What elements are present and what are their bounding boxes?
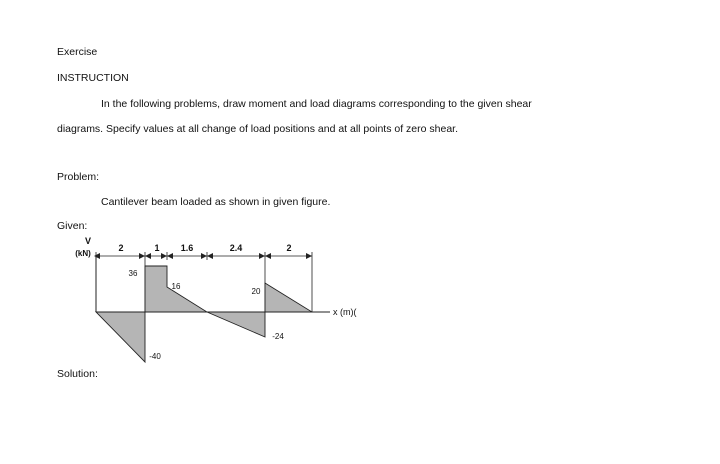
x-axis-label: x (m)(: [333, 307, 357, 317]
segment-length-5: 2: [286, 243, 292, 253]
v-axis-label: V: [84, 236, 92, 246]
value-label-36: 36: [128, 269, 138, 278]
instruction-label: INSTRUCTION: [57, 72, 129, 84]
segment-length-2: 1: [154, 243, 160, 253]
v-axis-unit: (kN): [75, 249, 91, 258]
value-label-16: 16: [171, 282, 181, 291]
problem-text: Cantilever beam loaded as shown in given figure.: [101, 196, 331, 208]
value-label-neg24: -24: [272, 332, 284, 341]
segment-length-4: 2.4: [229, 243, 243, 253]
solution-label: Solution:: [57, 368, 98, 380]
segment-length-1: 2: [118, 243, 124, 253]
problem-label: Problem:: [57, 171, 100, 183]
exercise-heading: Exercise: [57, 46, 98, 58]
value-label-neg40: -40: [149, 352, 161, 361]
segment-length-3: 1.6: [180, 243, 194, 253]
instruction-text-line-2: diagrams. Specify values at all change of load positions and at all points of zero shear.: [57, 123, 458, 135]
shear-region-negative-1: [96, 312, 145, 362]
value-label-20: 20: [251, 287, 261, 296]
instruction-text-line-1: In the following problems, draw moment and load diagrams corresponding to the given shear: [101, 98, 532, 110]
given-label: Given:: [57, 220, 88, 232]
shear-region-negative-2: [207, 312, 265, 337]
shear-region-positive-2: [265, 283, 312, 312]
